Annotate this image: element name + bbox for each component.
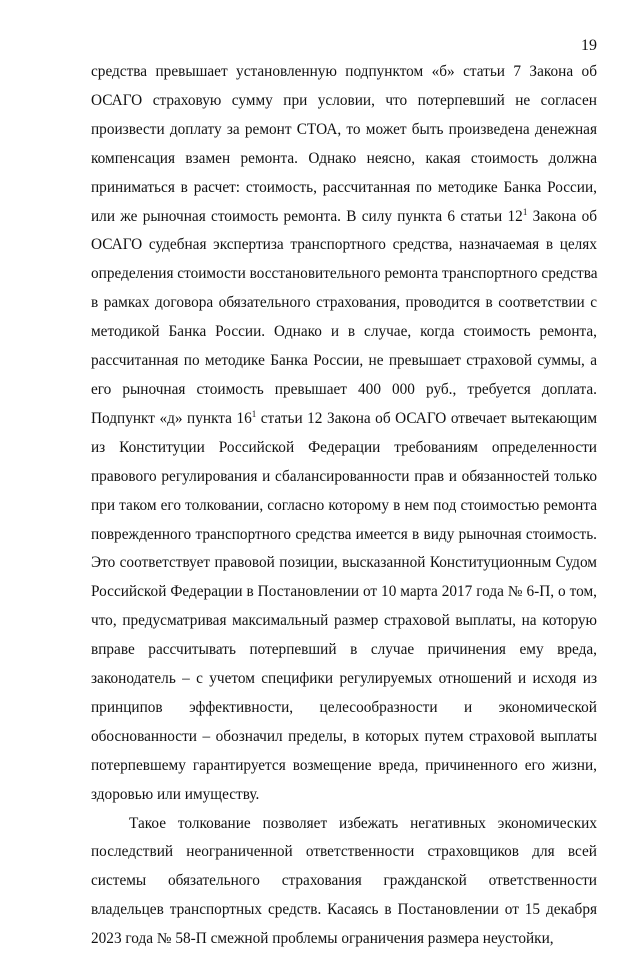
text-line: что, предусматривая максимальный размер страховой выплаты, на которую <box>91 612 597 630</box>
text-line: 2023 года № 58-П смежной проблемы ограничения размера неустойки, <box>91 930 554 948</box>
text-line: последствий неограниченной ответственности страховщиков для всей <box>91 843 597 861</box>
text-line: из Конституции Российской Федерации требованиям определенности <box>91 438 597 456</box>
text-segment: Подпункт «д» пункта 16 <box>91 409 252 427</box>
text-line: потерпевшему гарантируется возмещение вреда, причиненного его жизни, <box>91 756 597 774</box>
text-segment: или же рыночная стоимость ремонта. В силу пункта 6 статьи 12 <box>91 207 523 225</box>
text-line <box>91 405 597 434</box>
text-line: правового регулирования и сбалансированности прав и обязанностей только <box>91 467 597 485</box>
text-segment: статьи 12 Закона об ОСАГО отвечает вытекающим <box>256 409 597 427</box>
paragraph <box>91 58 597 810</box>
text-line: системы обязательного страхования гражданской ответственности <box>91 872 597 890</box>
text-line: его рыночная стоимость превышает 400 000 руб., требуется доплата. <box>91 380 597 398</box>
text-line: методикой Банка России. Однако и в случае, когда стоимость ремонта, <box>91 323 597 341</box>
superscript: 1 <box>522 206 528 217</box>
text-line: поврежденного транспортного средства имеется в виду рыночная стоимость. <box>91 525 597 543</box>
text-line: при таком его толковании, согласно которому в нем под стоимостью ремонта <box>91 496 597 514</box>
superscript: 1 <box>251 408 257 419</box>
text-segment: Закона об <box>527 207 598 225</box>
text-line: рассчитанная по методике Банка России, не превышает страховой суммы, а <box>91 352 597 370</box>
text-line: произвести доплату за ремонт СТОА, то может быть произведена денежная <box>91 120 597 138</box>
text-line: владельцев транспортных средств. Касаясь в Постановлении от 15 декабря <box>91 901 597 919</box>
text-line: Российской Федерации в Постановлении от 10 марта 2017 года № 6-П, о том, <box>91 583 597 601</box>
paragraph <box>91 810 597 954</box>
text-line: здоровью или имуществу. <box>91 785 260 803</box>
document-body <box>91 58 597 954</box>
text-line: принципов эффективности, целесообразности и экономической <box>91 698 597 716</box>
text-line: средства превышает установленную подпунктом «б» статьи 7 Закона об <box>91 63 597 80</box>
text-line: Это соответствует правовой позиции, высказанной Конституционным Судом <box>91 554 597 572</box>
text-line: вправе рассчитывать потерпевший в случае причинения ему вреда, <box>91 641 597 659</box>
text-line: определения стоимости восстановительного ремонта транспортного средства <box>91 265 598 283</box>
text-line: Такое толкование позволяет избежать негативных экономических <box>129 814 597 832</box>
text-line: приниматься в расчет: стоимость, рассчитанная по методике Банка России, <box>91 178 597 196</box>
text-line: в рамках договора обязательного страхования, проводится в соответствии с <box>91 294 597 312</box>
text-line: ОСАГО судебная экспертиза транспортного средства, назначаемая в целях <box>91 236 597 254</box>
text-line: ОСАГО страховую сумму при условии, что потерпевший не согласен <box>91 91 597 109</box>
text-line: законодатель – с учетом специфики регулируемых отношений и исходя из <box>91 670 597 688</box>
text-line: обоснованности – обозначил пределы, в которых путем страховой выплаты <box>91 727 597 745</box>
page-number: 19 <box>581 37 597 54</box>
text-line <box>91 203 597 232</box>
text-line: компенсация взамен ремонта. Однако неясно, какая стоимость должна <box>91 149 597 167</box>
